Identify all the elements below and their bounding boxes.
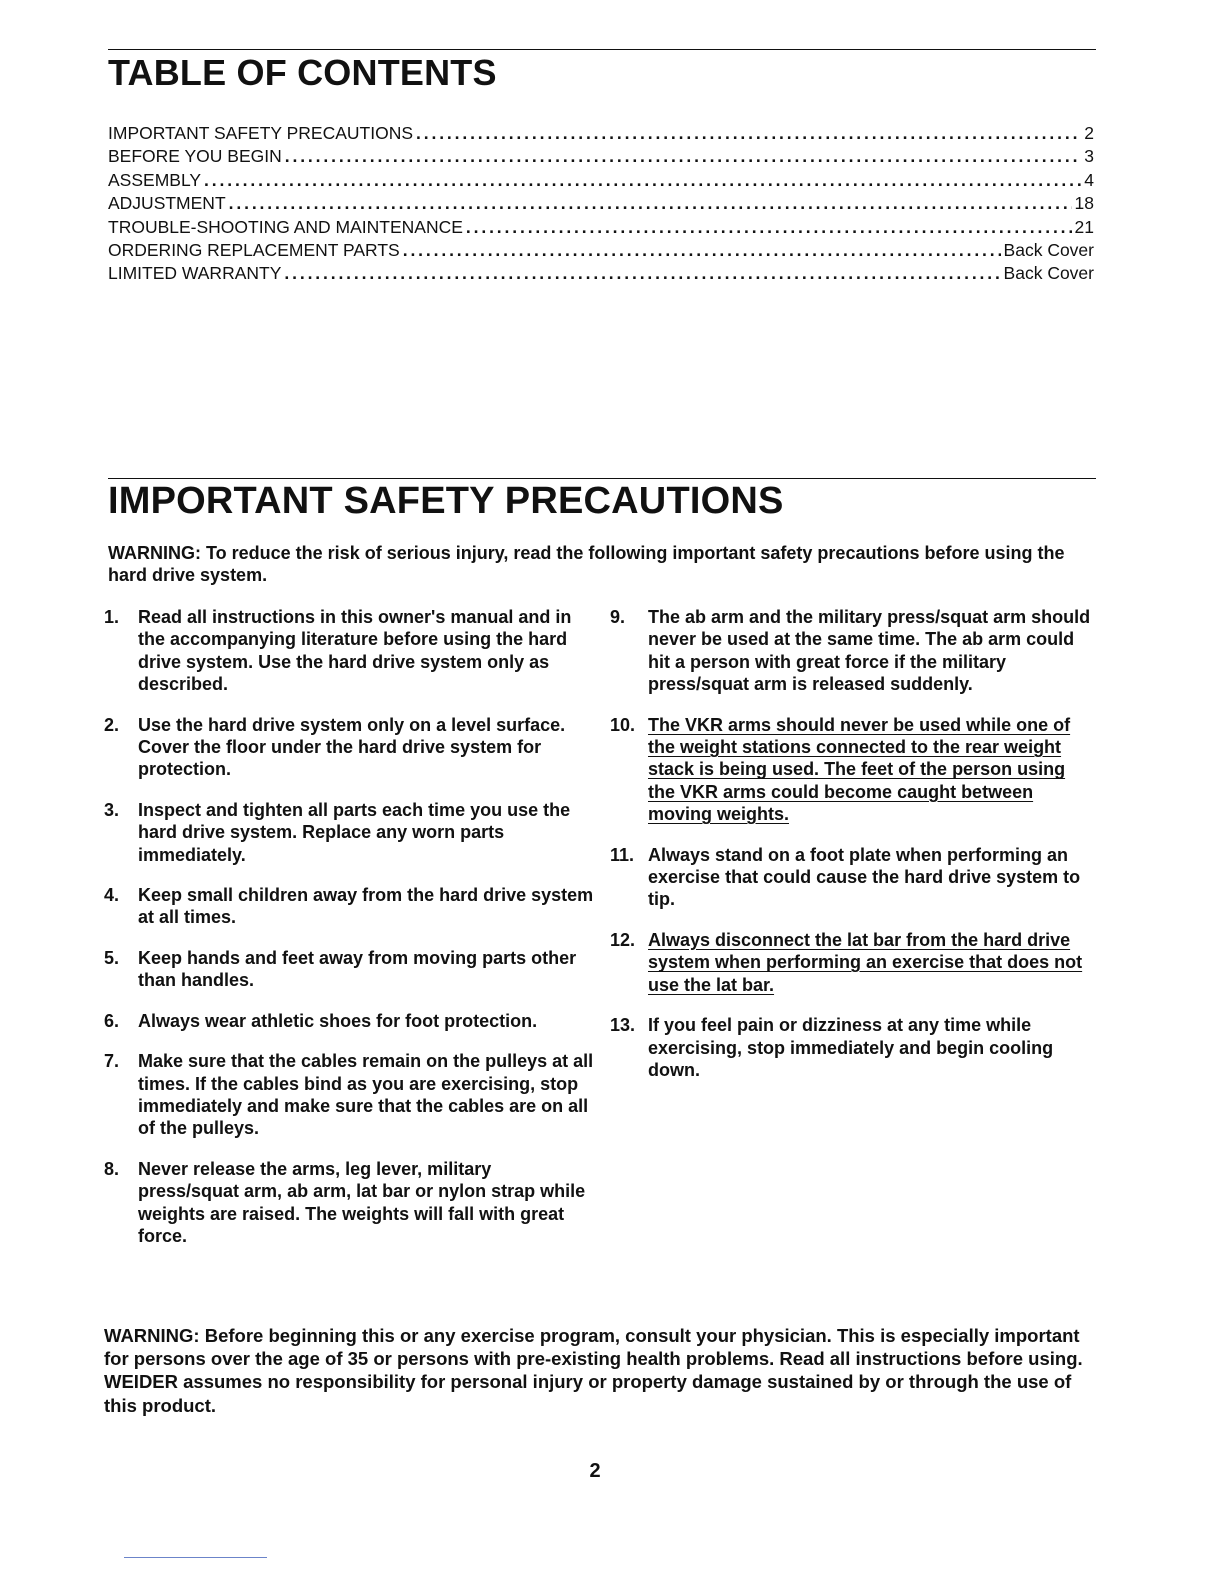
precaution-item	[610, 714, 1094, 826]
precaution-item	[104, 1050, 594, 1140]
toc-leader-dots	[229, 192, 1072, 215]
precaution-item	[104, 947, 594, 992]
toc-leader-dots	[204, 169, 1081, 192]
precaution-number: 6.	[104, 1010, 120, 1031]
precaution-item	[104, 606, 594, 696]
toc-entry	[108, 122, 1094, 145]
toc-entry	[108, 239, 1094, 262]
precaution-number: 4.	[104, 885, 120, 906]
precaution-item	[104, 1158, 594, 1248]
toc-entry-page: 3	[1084, 146, 1094, 167]
toc-entry	[108, 262, 1094, 285]
precautions-right-column	[610, 606, 1094, 1099]
precautions-left-column	[104, 606, 594, 1265]
precaution-text: Always stand on a foot plate when performing an exercise that could cause the hard drive system to tip.	[648, 844, 1081, 910]
precaution-text: The ab arm and the military press/squat arm should never be used at the same time. The ab arm could hit a person with great force if the military press/squat arm is released suddenly.	[648, 607, 1091, 695]
precaution-item	[104, 714, 594, 781]
toc-leader-dots	[284, 262, 1000, 285]
precaution-item	[610, 1014, 1094, 1081]
table-of-contents	[108, 122, 1094, 286]
precaution-text: Keep hands and feet away from moving parts other than handles.	[138, 947, 577, 991]
toc-entry-page: 2	[1084, 123, 1094, 143]
toc-top-rule	[108, 49, 1096, 50]
precaution-item	[610, 606, 1094, 696]
precaution-item	[610, 844, 1094, 911]
toc-leader-dots	[403, 239, 1001, 262]
warning-intro: WARNING: To reduce the risk of serious injury, read the following important safety precautions before using the hard drive system.	[108, 543, 1065, 585]
toc-entry	[108, 169, 1094, 192]
toc-entry-label: ASSEMBLY	[108, 169, 202, 190]
precaution-number: 11.	[610, 844, 635, 865]
precaution-number: 7.	[104, 1051, 120, 1072]
precaution-number: 2.	[104, 714, 120, 735]
toc-entry	[108, 145, 1094, 168]
precaution-text: Use the hard drive system only on a level surface. Cover the floor under the hard drive system for protection.	[138, 714, 566, 780]
toc-entry-page: 21	[1074, 216, 1094, 237]
toc-title: TABLE OF CONTENTS	[108, 52, 497, 93]
precaution-number: 9.	[610, 607, 626, 627]
precaution-number: 8.	[104, 1158, 120, 1179]
precaution-text: Always wear athletic shoes for foot protection.	[138, 1010, 538, 1031]
precaution-item	[610, 929, 1094, 996]
toc-entry-label: TROUBLE-SHOOTING AND MAINTENANCE	[108, 216, 463, 237]
toc-entry-page: 4	[1084, 169, 1094, 190]
precaution-text: Inspect and tighten all parts each time you use the hard drive system. Replace any worn parts immediately.	[138, 799, 571, 865]
toc-entry-label: ADJUSTMENT	[108, 193, 226, 214]
safety-title: IMPORTANT SAFETY PRECAUTIONS	[108, 480, 784, 522]
precaution-text: Make sure that the cables remain on the pulleys at all times. If the cables bind as you are exercising, stop immediately and make sure that the cables are on all of the pulleys.	[138, 1051, 594, 1139]
precaution-number: 12.	[610, 929, 636, 950]
safety-top-rule	[108, 478, 1096, 479]
toc-entry	[108, 216, 1094, 239]
bottom-divider	[124, 1557, 267, 1558]
precaution-text: If you feel pain or dizziness at any time while exercising, stop immediately and begin cooling down.	[648, 1015, 1054, 1080]
page-number: 2	[589, 1460, 601, 1482]
precaution-number: 1.	[104, 607, 120, 627]
warning-final: WARNING: Before beginning this or any exercise program, consult your physician. This is especially important for persons over the age of 35 or persons with pre-existing health problems. Read all instructions before using. WEIDER assumes no responsibility for personal injury or property damage sustained by or through the use of this product.	[104, 1325, 1083, 1416]
precaution-number: 5.	[104, 947, 120, 968]
toc-entry-label: IMPORTANT SAFETY PRECAUTIONS	[108, 123, 414, 143]
toc-entry-label: LIMITED WARRANTY	[108, 263, 282, 284]
precaution-number: 3.	[104, 799, 120, 820]
precaution-number: 13.	[610, 1015, 636, 1036]
toc-leader-dots	[466, 216, 1072, 239]
precaution-number: 10.	[610, 714, 636, 735]
toc-entry-page: 18	[1074, 193, 1094, 214]
toc-entry	[108, 192, 1094, 215]
toc-leader-dots	[285, 145, 1082, 168]
precaution-text: Read all instructions in this owner's manual and in the accompanying literature before using the hard drive system. Use the hard drive system only as described.	[138, 607, 572, 695]
precaution-item	[104, 799, 594, 866]
precaution-text-underlined: Always disconnect the lat bar from the hard drive system when performing an exercise that does not use the lat bar.	[648, 929, 1083, 995]
toc-entry-page: Back Cover	[1003, 263, 1094, 284]
precaution-text: Keep small children away from the hard drive system at all times.	[138, 885, 594, 928]
toc-entry-page: Back Cover	[1003, 240, 1094, 261]
precaution-item	[104, 884, 594, 929]
precaution-text: Never release the arms, leg lever, military press/squat arm, ab arm, lat bar or nylon strap while weights are raised. The weights will fall with great force.	[138, 1158, 586, 1246]
toc-entry-label: ORDERING REPLACEMENT PARTS	[108, 240, 400, 261]
precaution-text-underlined: The VKR arms should never be used while one of the weight stations connected to the rear weight stack is being used. The feet of the person using the VKR arms could become caught between moving weights.	[648, 714, 1071, 825]
precaution-item	[104, 1010, 594, 1032]
toc-leader-dots	[416, 122, 1081, 145]
toc-entry-label: BEFORE YOU BEGIN	[108, 146, 282, 167]
